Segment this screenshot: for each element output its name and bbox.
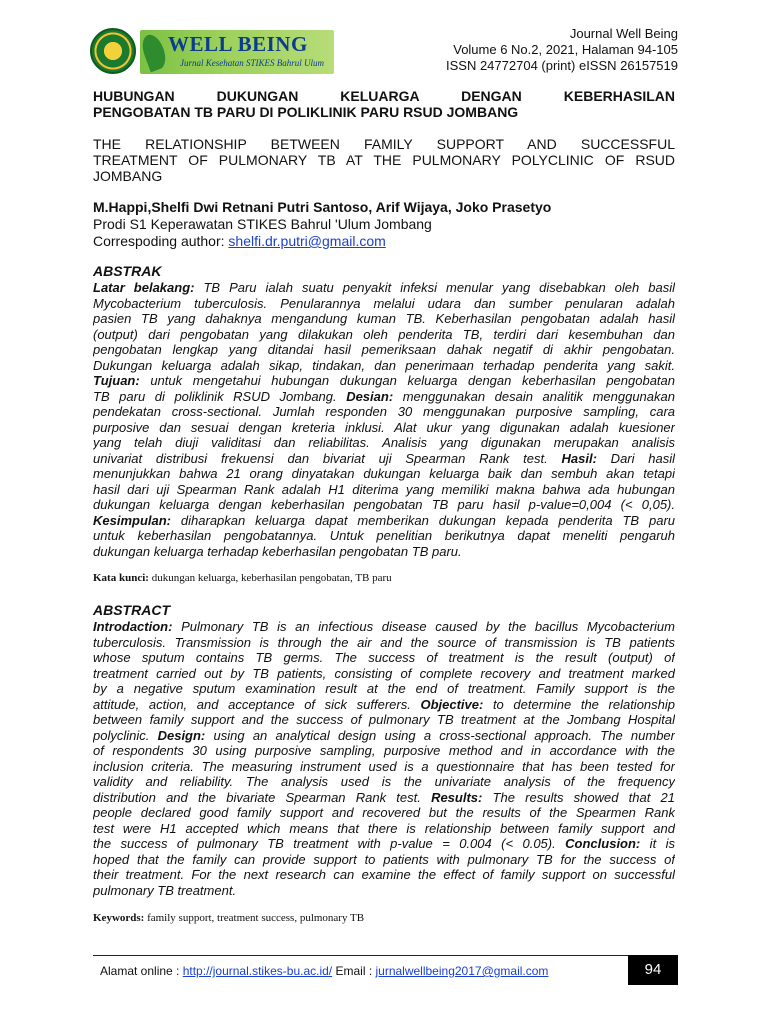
well-being-banner	[140, 30, 334, 74]
abstract-line	[93, 420, 675, 436]
abstract-line	[93, 342, 675, 358]
abstract-line	[93, 296, 675, 312]
abstract-line	[93, 759, 675, 775]
line-text: menunjukkan bahwa 21 orang dinyatakan dukungan keluarga baik dan sembuh akan tetapi	[93, 466, 675, 481]
author-block	[93, 199, 675, 250]
abstract-line	[93, 635, 675, 651]
abstract-line	[93, 466, 675, 482]
abstract-line	[93, 852, 675, 868]
line-text: Mycobacterium tuberculosis. Penularannya melalui udara dan sumber penularan adalah	[93, 295, 675, 311]
leaf-icon	[138, 32, 169, 73]
abstract-line	[93, 435, 675, 451]
line-text: hasil dari uji Spearman Rank adalah H1 diterima yang memiliki makna bahwa ada hubungan	[93, 481, 675, 497]
line-text: purposive dan sesuai dengan kreteria inklusi. Alat ukur yang digunakan adalah kuesioner	[93, 419, 675, 435]
abstract-line	[93, 774, 675, 790]
line-text: tuberculosis. Transmission is through the air and the source of transmission is TB patients	[93, 634, 675, 650]
corresponding-email-link[interactable]: shelfi.dr.putri@gmail.com	[228, 233, 386, 249]
abstract-line	[93, 373, 675, 389]
abstract-line	[93, 712, 675, 728]
abstract-line	[93, 867, 675, 883]
line-text: dukungan keluarga dengan keberhasilan pengobatan TB paru hasil p-value=0,004 (< 0,05).	[93, 497, 675, 512]
footer-divider	[93, 955, 675, 956]
abstract-heading: ABSTRACT	[93, 602, 170, 618]
line-text: treatment carried out by TB patients, consisting of complete recovery and treatment marked	[93, 665, 675, 681]
line-text: their treatment. For the next research can examine the effect of family support on successful	[93, 867, 675, 882]
keywords	[93, 912, 364, 924]
line-text: yang telah diuji validitasi dan reliabilitas. Analisis yang digunakan merupakan analisis	[93, 435, 675, 450]
section-label: Kesimpulan:	[93, 512, 172, 528]
abstract-line	[93, 327, 675, 343]
title-line: JOMBANG	[93, 168, 163, 184]
section-label: Desian:	[346, 388, 394, 404]
journal-logo	[90, 28, 334, 76]
footer-online-label: Alamat online :	[100, 964, 183, 978]
footer-email-label: Email :	[332, 964, 376, 978]
line-text: hoped that the family can provide support to patients with pulmonary TB for the success of	[93, 851, 675, 867]
abstract-line	[93, 836, 675, 852]
abstract-body	[93, 619, 675, 898]
corresponding-label: Correspoding author:	[93, 233, 229, 249]
abstrak-body	[93, 280, 675, 559]
abstract-line	[93, 666, 675, 682]
abstract-line	[93, 883, 675, 899]
line-text: (output) dari pengobatan yang dilakukan oleh penderita TB, terdiri dari kesembuhan dan	[93, 326, 675, 342]
abstract-line	[93, 482, 675, 498]
section-label: Hasil:	[561, 450, 597, 466]
abstract-line	[93, 528, 675, 544]
abstract-line	[93, 681, 675, 697]
line-text: validity and reliability. The analysis used is the univariate analysis of the frequency	[93, 774, 675, 789]
title-line: PENGOBATAN TB PARU DI POLIKLINIK PARU RSUD JOMBANG	[93, 104, 519, 120]
abstract-line	[93, 619, 675, 635]
title-line: HUBUNGAN DUKUNGAN KELUARGA DENGAN KEBERHASILAN	[93, 88, 675, 104]
abstract-line	[93, 728, 675, 744]
footer	[100, 964, 548, 978]
kata-kunci	[93, 572, 392, 584]
line-text: pulmonary TB treatment.	[93, 882, 237, 898]
title-english	[93, 136, 675, 184]
line-text: dukungan keluarga terhadap keberhasilan pengobatan TB paru.	[93, 543, 462, 559]
abstract-line	[93, 358, 675, 374]
line-text: pendekatan cross-sectional. Jumlah responden 30 menggunakan purposive sampling, cara	[93, 404, 675, 419]
title-line: TREATMENT OF PULMONARY TB AT THE PULMONARY POLYCLINIC OF RSUD	[93, 152, 675, 168]
line-text: distribution and the bivariate Spearman Rank test.	[93, 789, 432, 805]
abstract-line	[93, 697, 675, 713]
abstract-line	[93, 544, 675, 560]
journal-url-link[interactable]: http://journal.stikes-bu.ac.id/	[182, 964, 333, 978]
section-label: Objective:	[420, 696, 484, 712]
section-label: Design:	[157, 727, 206, 743]
journal-issn: ISSN 24772704 (print) eISSN 26157519	[446, 58, 678, 73]
line-text: by a negative sputum examination result at the end of treatment. Family support is the	[93, 681, 675, 696]
kata-kunci-values: dukungan keluarga, keberhasilan pengobatan, TB paru	[148, 572, 392, 584]
abstract-line	[93, 280, 675, 296]
author-affiliation: Prodi S1 Keperawatan STIKES Bahrul 'Ulum Jombang	[93, 216, 432, 232]
abstract-line	[93, 451, 675, 467]
logo-subtitle: Jurnal Kesehatan STIKES Bahrul Ulum	[180, 58, 324, 68]
line-text: Dari hasil	[596, 450, 675, 466]
line-text: TB paru di poliklinik RSUD Jombang.	[93, 388, 347, 404]
line-text: test were H1 accepted which means that there is relationship between family support and	[93, 820, 675, 836]
line-text: using an analytical design using a cross-sectional approach. The number	[205, 727, 675, 743]
line-text: attitude, action, and acceptance of sick sufferers.	[93, 696, 421, 712]
line-text: it is	[640, 836, 675, 851]
author-names: M.Happi,Shelfi Dwi Retnani Putri Santoso, Arif Wijaya, Joko Prasetyo	[93, 199, 552, 215]
section-label: Conclusion:	[565, 836, 641, 851]
title-line: THE RELATIONSHIP BETWEEN FAMILY SUPPORT AND SUCCESSFUL	[93, 136, 675, 152]
abstract-line	[93, 805, 675, 821]
kata-kunci-label: Kata kunci:	[93, 572, 149, 584]
corresponding-author	[93, 233, 675, 250]
line-text: untuk mengetahui hubungan dukungan keluarga dengan keberhasilan pengobatan	[139, 373, 675, 388]
line-text: Dukungan keluarga adalah sikap, tindakan, dan penerimaan terhadap penderita yang sakit.	[93, 357, 675, 373]
abstract-line	[93, 790, 675, 806]
section-label: Results:	[431, 789, 483, 805]
page-number: 94	[628, 955, 678, 985]
line-text: polyclinic.	[93, 727, 158, 743]
line-text: the success of pulmonary TB treatment with p-value = 0.004 (< 0.05).	[93, 836, 566, 851]
keywords-label: Keywords:	[93, 912, 145, 924]
journal-volume: Volume 6 No.2, 2021, Halaman 94-105	[453, 42, 678, 57]
keywords-values: family support, treatment success, pulmonary TB	[144, 912, 365, 924]
abstract-line	[93, 821, 675, 837]
line-text: menggunakan desain analitik menggunakan	[393, 388, 675, 404]
journal-name: Journal Well Being	[569, 26, 678, 41]
institution-seal-icon	[90, 28, 136, 74]
line-text: TB Paru ialah suatu penyakit infeksi menular yang disebabkan oleh basil	[194, 280, 675, 295]
line-text: univariat distribusi frekuensi dan bivariat uji Spearman Rank test.	[93, 450, 562, 466]
line-text: to determine the relationship	[483, 696, 675, 712]
line-text: untuk keberhasilan pengobatannya. Untuk penelitian berikutnya dapat meneliti pengaruh	[93, 528, 675, 543]
section-label: Latar belakang:	[93, 280, 195, 295]
line-text: Pulmonary TB is an infectious disease caused by the bacillus Mycobacterium	[172, 619, 675, 634]
abstrak-heading: ABSTRAK	[93, 263, 162, 279]
line-text: diharapkan keluarga dapat memberikan dukungan kepada penderita TB paru	[171, 512, 675, 528]
abstract-line	[93, 497, 675, 513]
section-label: Tujuan:	[93, 373, 140, 388]
abstract-line	[93, 650, 675, 666]
section-label: Introdaction:	[93, 619, 173, 634]
journal-info	[446, 26, 678, 74]
line-text: pengobatan lengkap yang ditandai hasil pemeriksaan dahak negatif di akhir pengobatan.	[93, 342, 675, 357]
line-text: pasien TB yang dahaknya mengandung kuman TB. Keberhasilan pengobatan adalah hasil	[93, 311, 675, 326]
journal-email-link[interactable]: jurnalwellbeing2017@gmail.com	[375, 964, 549, 978]
abstract-line	[93, 389, 675, 405]
line-text: whose sputum contains TB germs. The success of treatment is the result (output) of	[93, 650, 675, 665]
line-text: people declared good family support and recovered but the results of the Spearmen Rank	[93, 805, 675, 820]
abstract-line	[93, 404, 675, 420]
line-text: of respondents 30 using purposive sampling, purposive method and in accordance with the	[93, 743, 675, 758]
line-text: The results showed that 21	[482, 789, 675, 805]
line-text: between family support and the success of pulmonary TB treatment at the Jombang Hospital	[93, 712, 675, 727]
line-text: inclusion criteria. The measuring instrument used is a questionnaire that has been tested for	[93, 758, 675, 774]
abstract-line	[93, 311, 675, 327]
abstract-line	[93, 743, 675, 759]
abstract-line	[93, 513, 675, 529]
title-indonesian	[93, 88, 675, 120]
logo-title: WELL BEING	[168, 32, 308, 56]
